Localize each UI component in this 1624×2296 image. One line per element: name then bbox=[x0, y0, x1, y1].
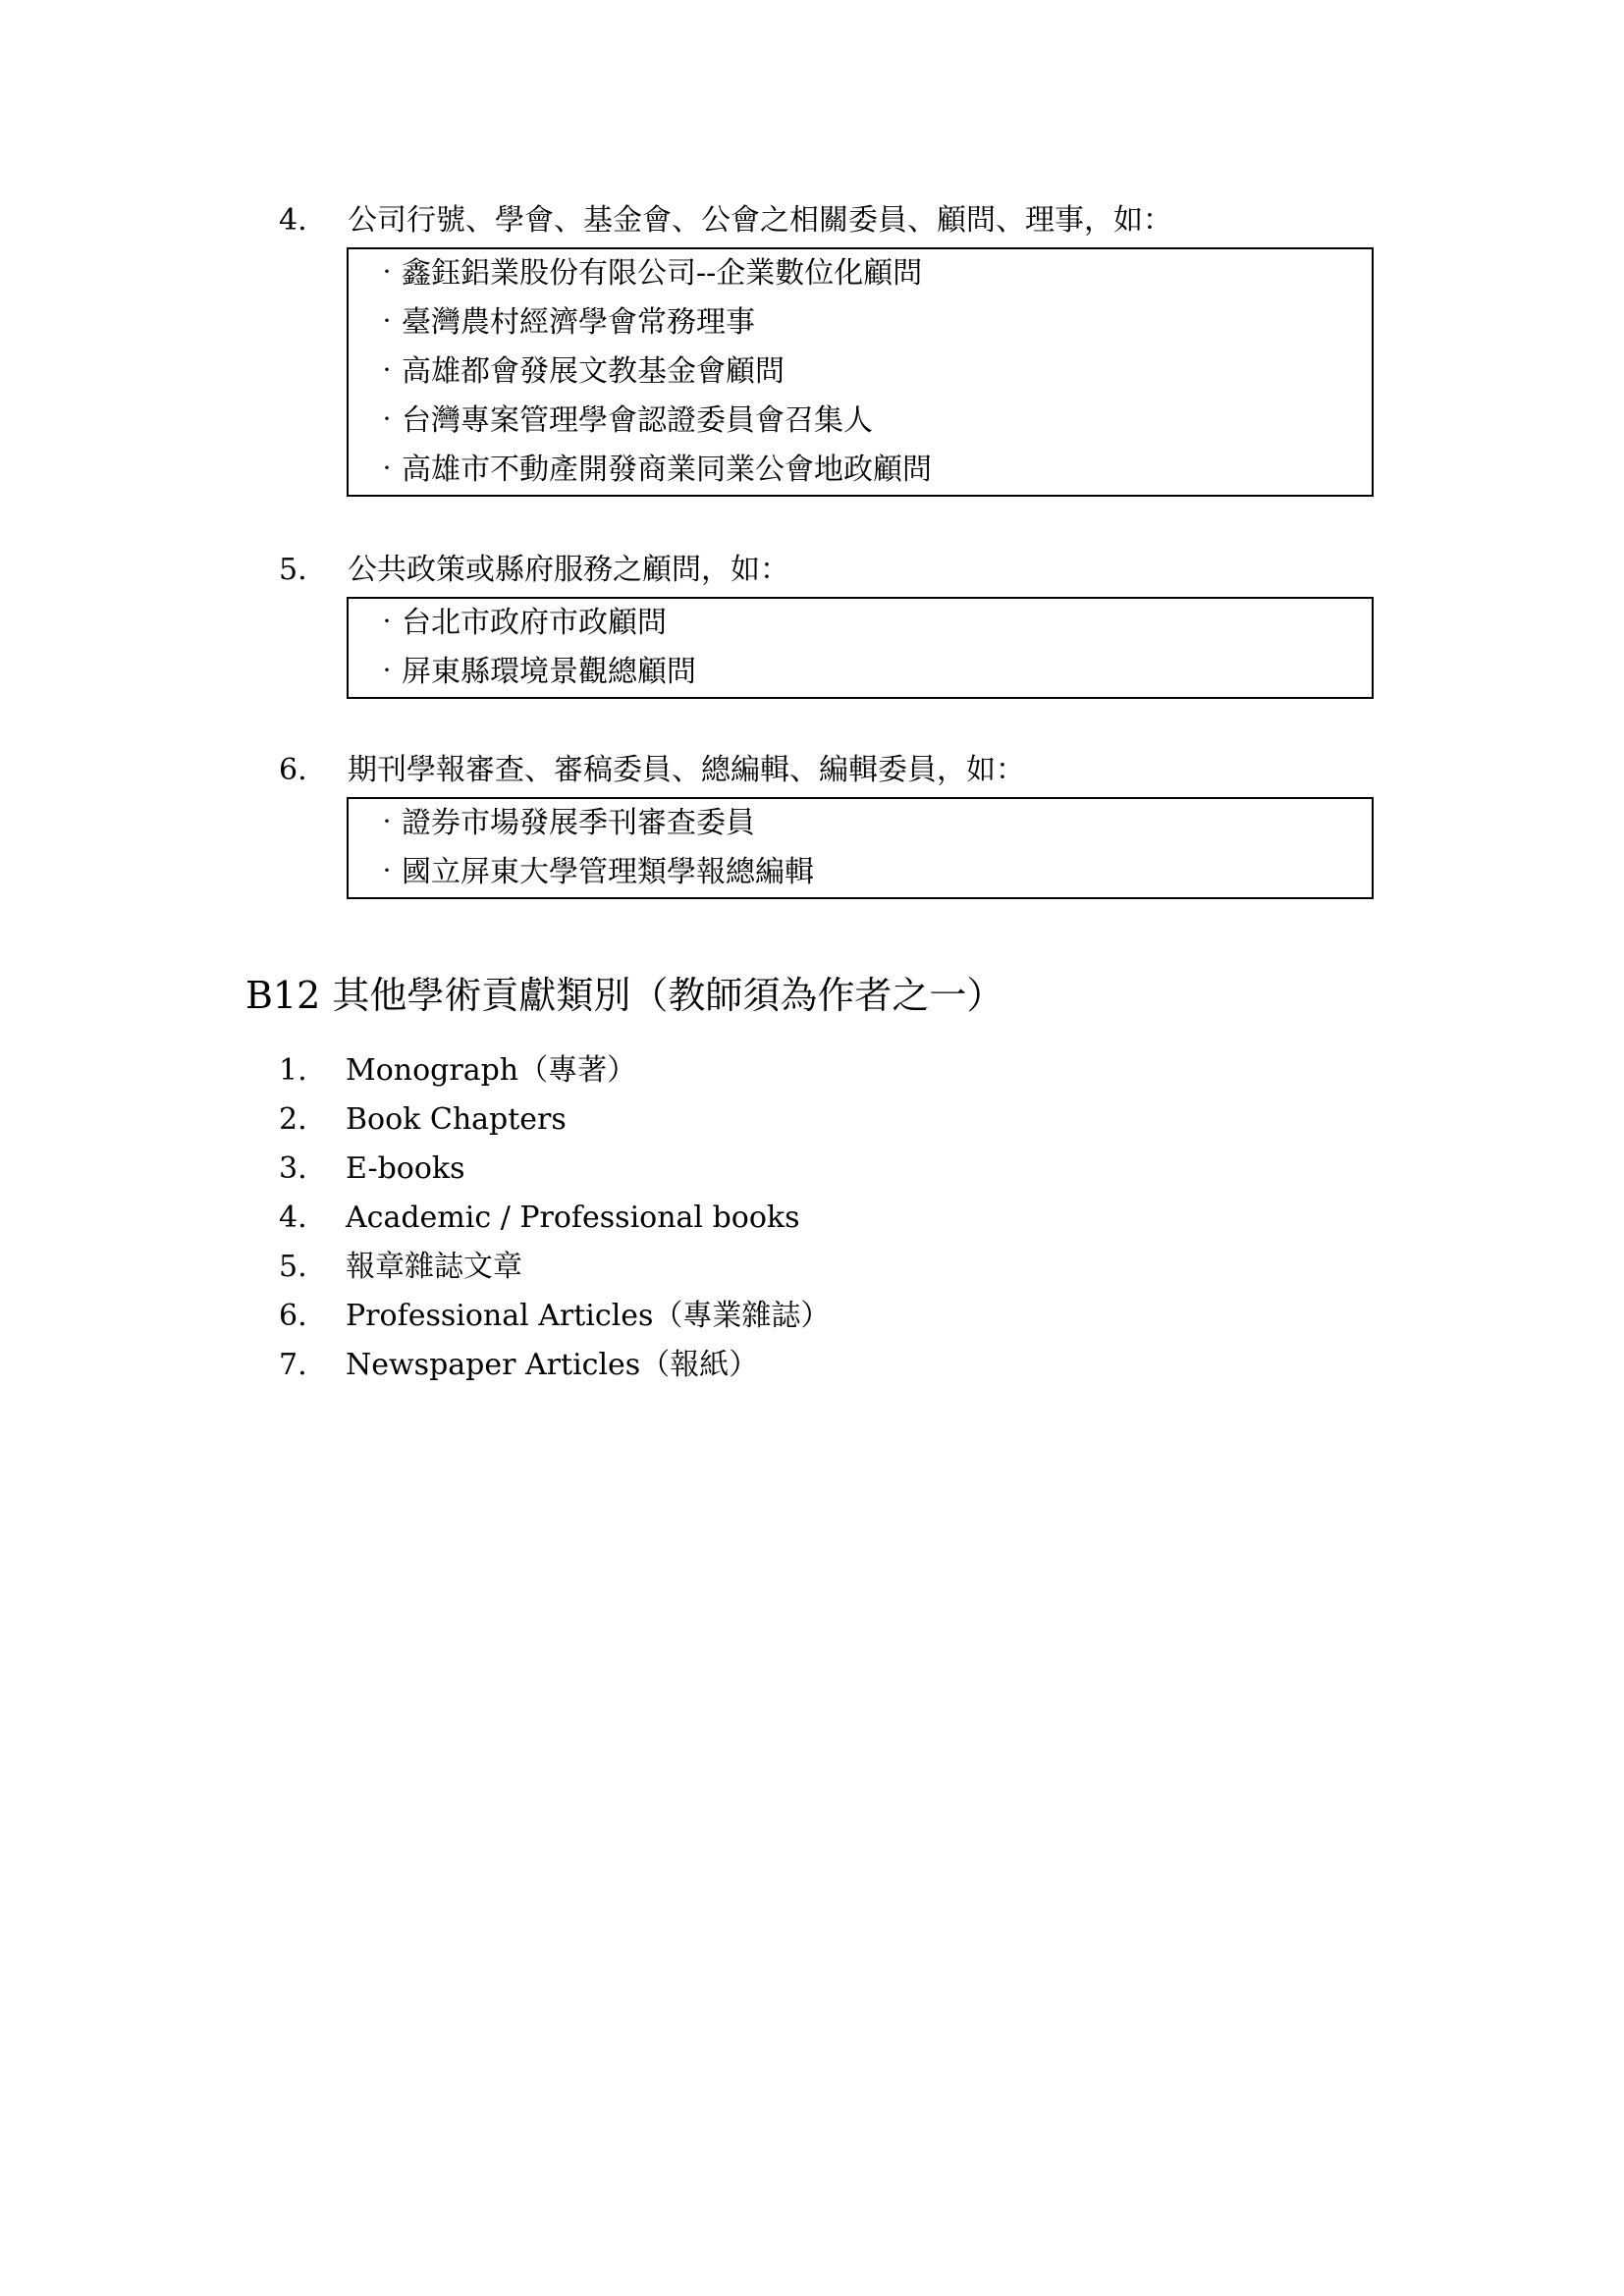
list-item-number: 5. bbox=[279, 1250, 307, 1284]
list-item-text: Book Chapters bbox=[346, 1102, 567, 1137]
list-item bbox=[0, 1292, 1624, 1341]
section-number: 6. bbox=[279, 753, 307, 787]
section-item-5 bbox=[0, 544, 1624, 689]
b12-category-list bbox=[0, 1046, 1624, 1390]
section-heading bbox=[0, 544, 1624, 597]
list-item bbox=[0, 1145, 1624, 1194]
section-heading-text: 公司行號、學會、基金會、公會之相關委員、顧問、理事，如： bbox=[348, 203, 1172, 238]
list-item-text: E-books bbox=[346, 1151, 465, 1186]
section-number: 4. bbox=[279, 203, 307, 238]
example-line: ‧鑫鈺鋁業股份有限公司--企業數位化顧問 bbox=[372, 256, 923, 291]
list-item-number: 4. bbox=[279, 1201, 307, 1235]
section-number: 5. bbox=[279, 553, 307, 587]
section-item-4 bbox=[0, 194, 1624, 487]
list-item-text: Academic / Professional books bbox=[346, 1201, 800, 1235]
examples-box bbox=[347, 597, 1374, 699]
section-heading bbox=[0, 194, 1624, 247]
list-item-number: 2. bbox=[279, 1102, 307, 1137]
list-item-text: Monograph（專著） bbox=[346, 1053, 637, 1088]
section-heading-text: 公共政策或縣府服務之顧問，如： bbox=[348, 553, 789, 587]
list-item-number: 7. bbox=[279, 1348, 307, 1382]
example-line: ‧高雄都會發展文教基金會顧問 bbox=[372, 354, 785, 389]
list-item-text: Professional Articles（專業雜誌） bbox=[346, 1299, 831, 1333]
list-item bbox=[0, 1341, 1624, 1390]
b12-section-heading: B12 其他學術貢獻類別（教師須為作者之一） bbox=[245, 974, 1004, 1017]
example-line: ‧台灣專案管理學會認證委員會召集人 bbox=[372, 403, 873, 438]
list-item-number: 3. bbox=[279, 1151, 307, 1186]
example-line: ‧臺灣農村經濟學會常務理事 bbox=[372, 305, 755, 340]
section-heading bbox=[0, 744, 1624, 797]
list-item-text: 報章雜誌文章 bbox=[346, 1250, 522, 1284]
list-item-number: 6. bbox=[279, 1299, 307, 1333]
list-item bbox=[0, 1194, 1624, 1243]
section-heading-text: 期刊學報審查、審稿委員、總編輯、編輯委員，如： bbox=[348, 753, 1025, 787]
examples-box bbox=[347, 247, 1374, 497]
example-line: ‧台北市政府市政顧問 bbox=[372, 606, 667, 640]
example-line: ‧國立屏東大學管理類學報總編輯 bbox=[372, 855, 814, 889]
list-item bbox=[0, 1243, 1624, 1292]
section-item-6 bbox=[0, 744, 1624, 889]
example-line: ‧屏東縣環境景觀總顧問 bbox=[372, 655, 696, 689]
example-line: ‧高雄市不動產開發商業同業公會地政顧問 bbox=[372, 453, 932, 487]
examples-box bbox=[347, 797, 1374, 899]
list-item bbox=[0, 1046, 1624, 1095]
list-item-text: Newspaper Articles（報紙） bbox=[346, 1348, 759, 1382]
list-item-number: 1. bbox=[279, 1053, 307, 1088]
example-line: ‧證券市場發展季刊審查委員 bbox=[372, 806, 755, 840]
list-item bbox=[0, 1095, 1624, 1145]
